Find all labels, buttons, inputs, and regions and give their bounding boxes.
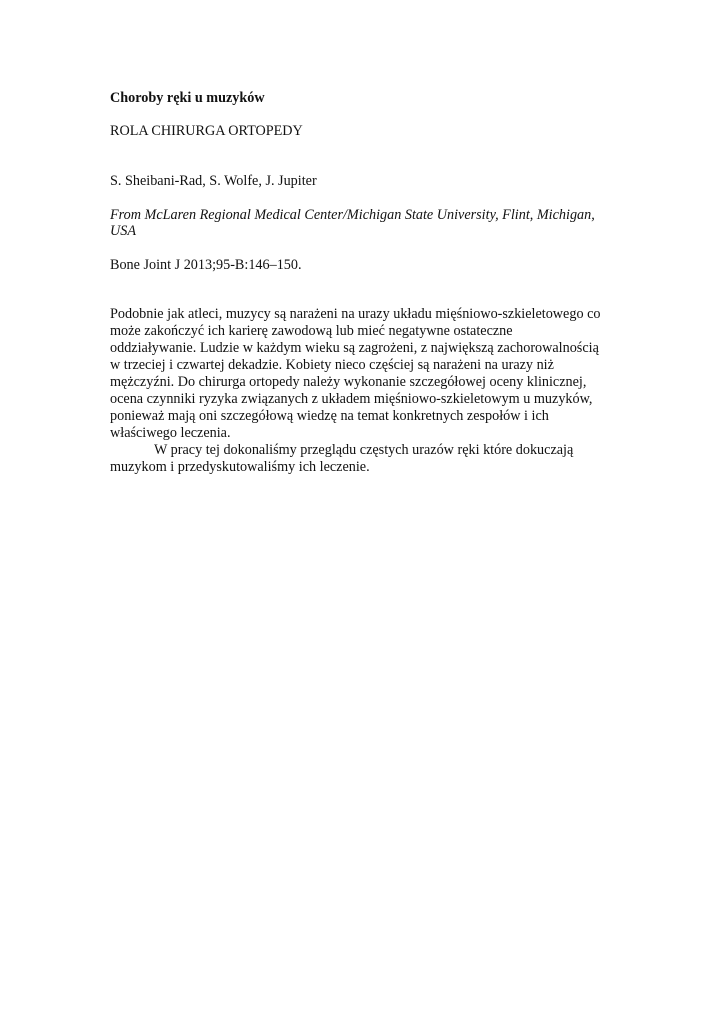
paragraph-line: Podobnie jak atleci, muzycy są narażeni na urazy układu mięśniowo-szkieletowego co [110, 306, 601, 322]
paragraph-line: W pracy tej dokonaliśmy przeglądu częstych urazów ręki które dokuczają [154, 442, 574, 458]
authors: S. Sheibani-Rad, S. Wolfe, J. Jupiter [110, 173, 317, 189]
document-subtitle: ROLA CHIRURGA ORTOPEDY [110, 123, 303, 139]
affiliation-line: USA [110, 223, 137, 239]
paragraph-line: oddziaływanie. Ludzie w każdym wieku są zagrożeni, z największą zachorowalnością [110, 340, 599, 356]
paragraph-line: właściwego leczenia. [110, 425, 231, 441]
document-title: Choroby ręki u muzyków [110, 90, 265, 106]
paragraph-line: muzykom i przedyskutowaliśmy ich leczenie. [110, 459, 370, 475]
citation: Bone Joint J 2013;95-B:146–150. [110, 257, 302, 273]
paragraph-line: może zakończyć ich karierę zawodową lub mieć negatywne ostateczne [110, 323, 513, 339]
affiliation-line: From McLaren Regional Medical Center/Michigan State University, Flint, Michigan, [110, 207, 595, 223]
paragraph-line: mężczyźni. Do chirurga ortopedy należy wykonanie szczegółowej oceny klinicznej, [110, 374, 587, 390]
paragraph-line: w trzeciej i czwartej dekadzie. Kobiety nieco częściej są narażeni na urazy niż [110, 357, 554, 373]
paragraph-line: ponieważ mają oni szczegółową wiedzę na temat konkretnych zespołów i ich [110, 408, 549, 424]
paragraph-line: ocena czynniki ryzyka związanych z układem mięśniowo-szkieletowym u muzyków, [110, 391, 593, 407]
